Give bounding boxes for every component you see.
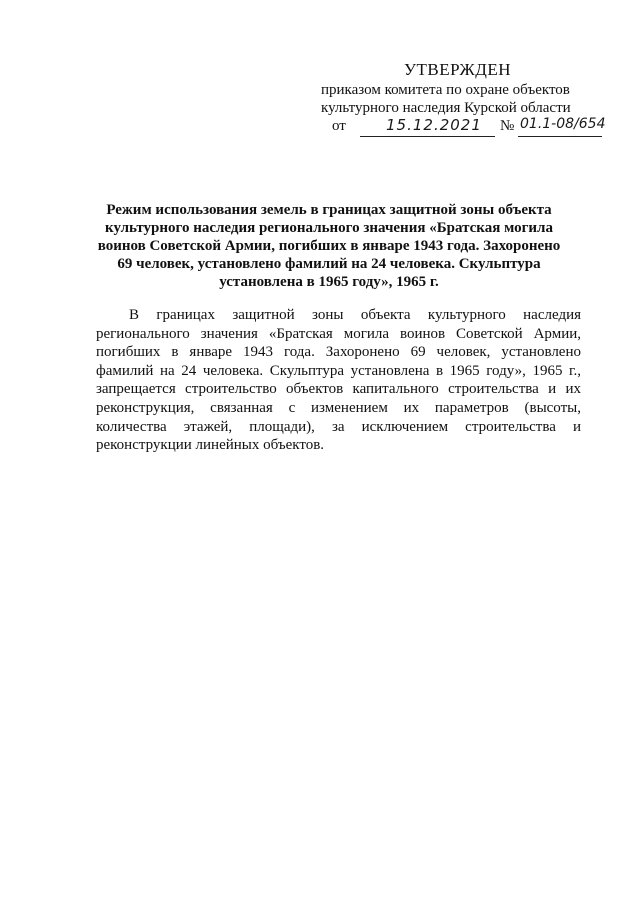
number-underline [518, 136, 602, 137]
number-label: № [500, 118, 515, 134]
handwritten-number: 01.1-08/654 [520, 116, 606, 132]
date-underline [360, 136, 495, 137]
approval-committee-line: культурного наследия Курской области [321, 100, 571, 116]
from-label: от [332, 118, 346, 134]
document-heading: Режим использования земель в границах защитной зоны объекта культурного наследия регионального значения «Братская могила воинов Советской Армии, погибших в январе 1943 года. Захоронено 69 человек, установлено фамилий на 24 человека. Скульптура установлена в 1965 году», 1965 г. [97, 202, 561, 290]
approval-order-line: приказом комитета по охране объектов [321, 82, 570, 98]
handwritten-date: 15.12.2021 [386, 116, 482, 134]
document-body-paragraph: В границах защитной зоны объекта культурного наследия регионального значения «Братская могила воинов Советской Армии, погибших в январе 1943 года. Захоронено 69 человек, установлено фамилий на 24 человека. Скульптура установлена в 1965 году», 1965 г., запрещается строительство объектов капитального строительства и их реконструкция, связанная с изменением их параметров (высоты, количества этажей, площади), за исключением строительства и реконструкции линейных объектов. [96, 307, 581, 454]
approval-date-number-row [332, 118, 607, 140]
approval-title: УТВЕРЖДЕН [404, 60, 511, 79]
